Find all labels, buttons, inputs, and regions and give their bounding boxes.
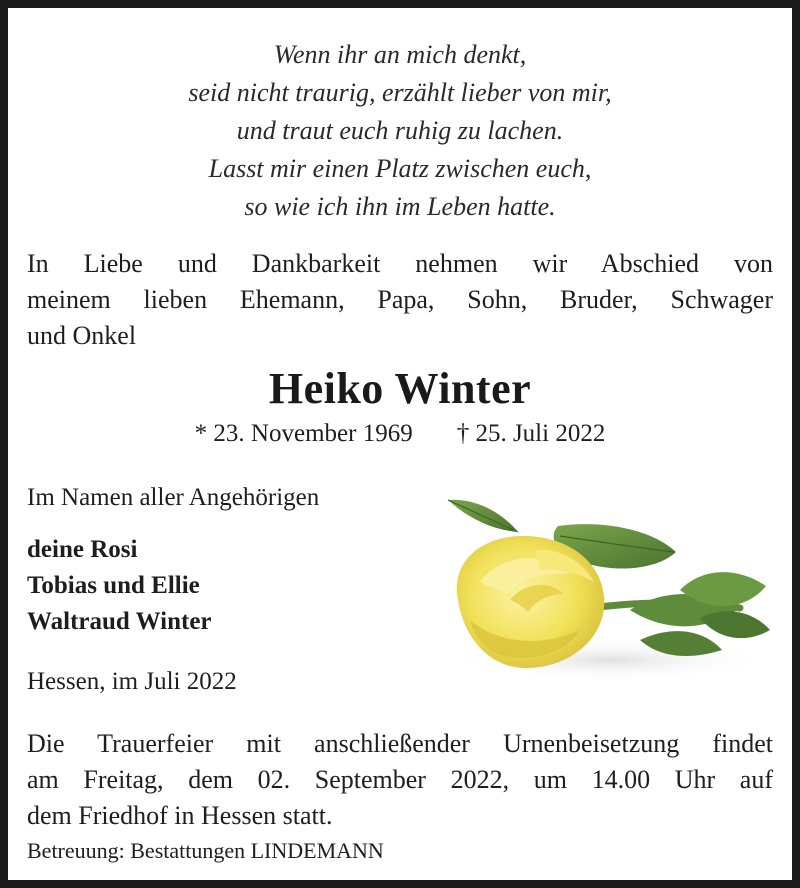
relative-name: deine Rosi: [27, 536, 138, 563]
poem-line: und traut euch ruhig zu lachen.: [236, 116, 564, 145]
place-and-date: Hessen, im Juli 2022: [27, 668, 237, 695]
birth-date: * 23. November 1969: [194, 420, 413, 447]
yellow-rose-image: [440, 490, 772, 686]
life-dates: [8, 418, 792, 450]
funeral-service-credit: Betreuung: Bestattungen LINDEMANN: [27, 838, 384, 863]
relatives-intro: Im Namen aller Angehörigen: [27, 484, 320, 511]
farewell-intro: [27, 246, 773, 354]
obituary-card: [8, 8, 792, 880]
poem-line: so wie ich ihn im Leben hatte.: [244, 192, 556, 221]
ceremony-line: Die Trauerfeier mit anschließender Urnenbeisetzung findet: [27, 729, 773, 758]
intro-line: und Onkel: [27, 321, 137, 350]
ceremony-line: am Freitag, dem 02. September 2022, um 14.00 Uhr auf: [27, 765, 773, 794]
death-date: † 25. Juli 2022: [456, 420, 606, 447]
ceremony-info: [27, 726, 773, 834]
poem-line: Lasst mir einen Platz zwischen euch,: [208, 154, 592, 183]
intro-line: meinem lieben Ehemann, Papa, Sohn, Bruder, Schwager: [27, 285, 773, 314]
deceased-name: Heiko Winter: [268, 364, 532, 413]
poem-line: seid nicht traurig, erzählt lieber von mir,: [188, 78, 612, 107]
memorial-poem: [8, 36, 792, 226]
relative-name: Waltraud Winter: [27, 608, 212, 635]
poem-line: Wenn ihr an mich denkt,: [273, 40, 527, 69]
intro-line: In Liebe und Dankbarkeit nehmen wir Abschied von: [27, 249, 773, 278]
ceremony-line: dem Friedhof in Hessen statt.: [27, 801, 333, 830]
relative-name: Tobias und Ellie: [27, 572, 200, 599]
relatives-list: [27, 532, 212, 640]
